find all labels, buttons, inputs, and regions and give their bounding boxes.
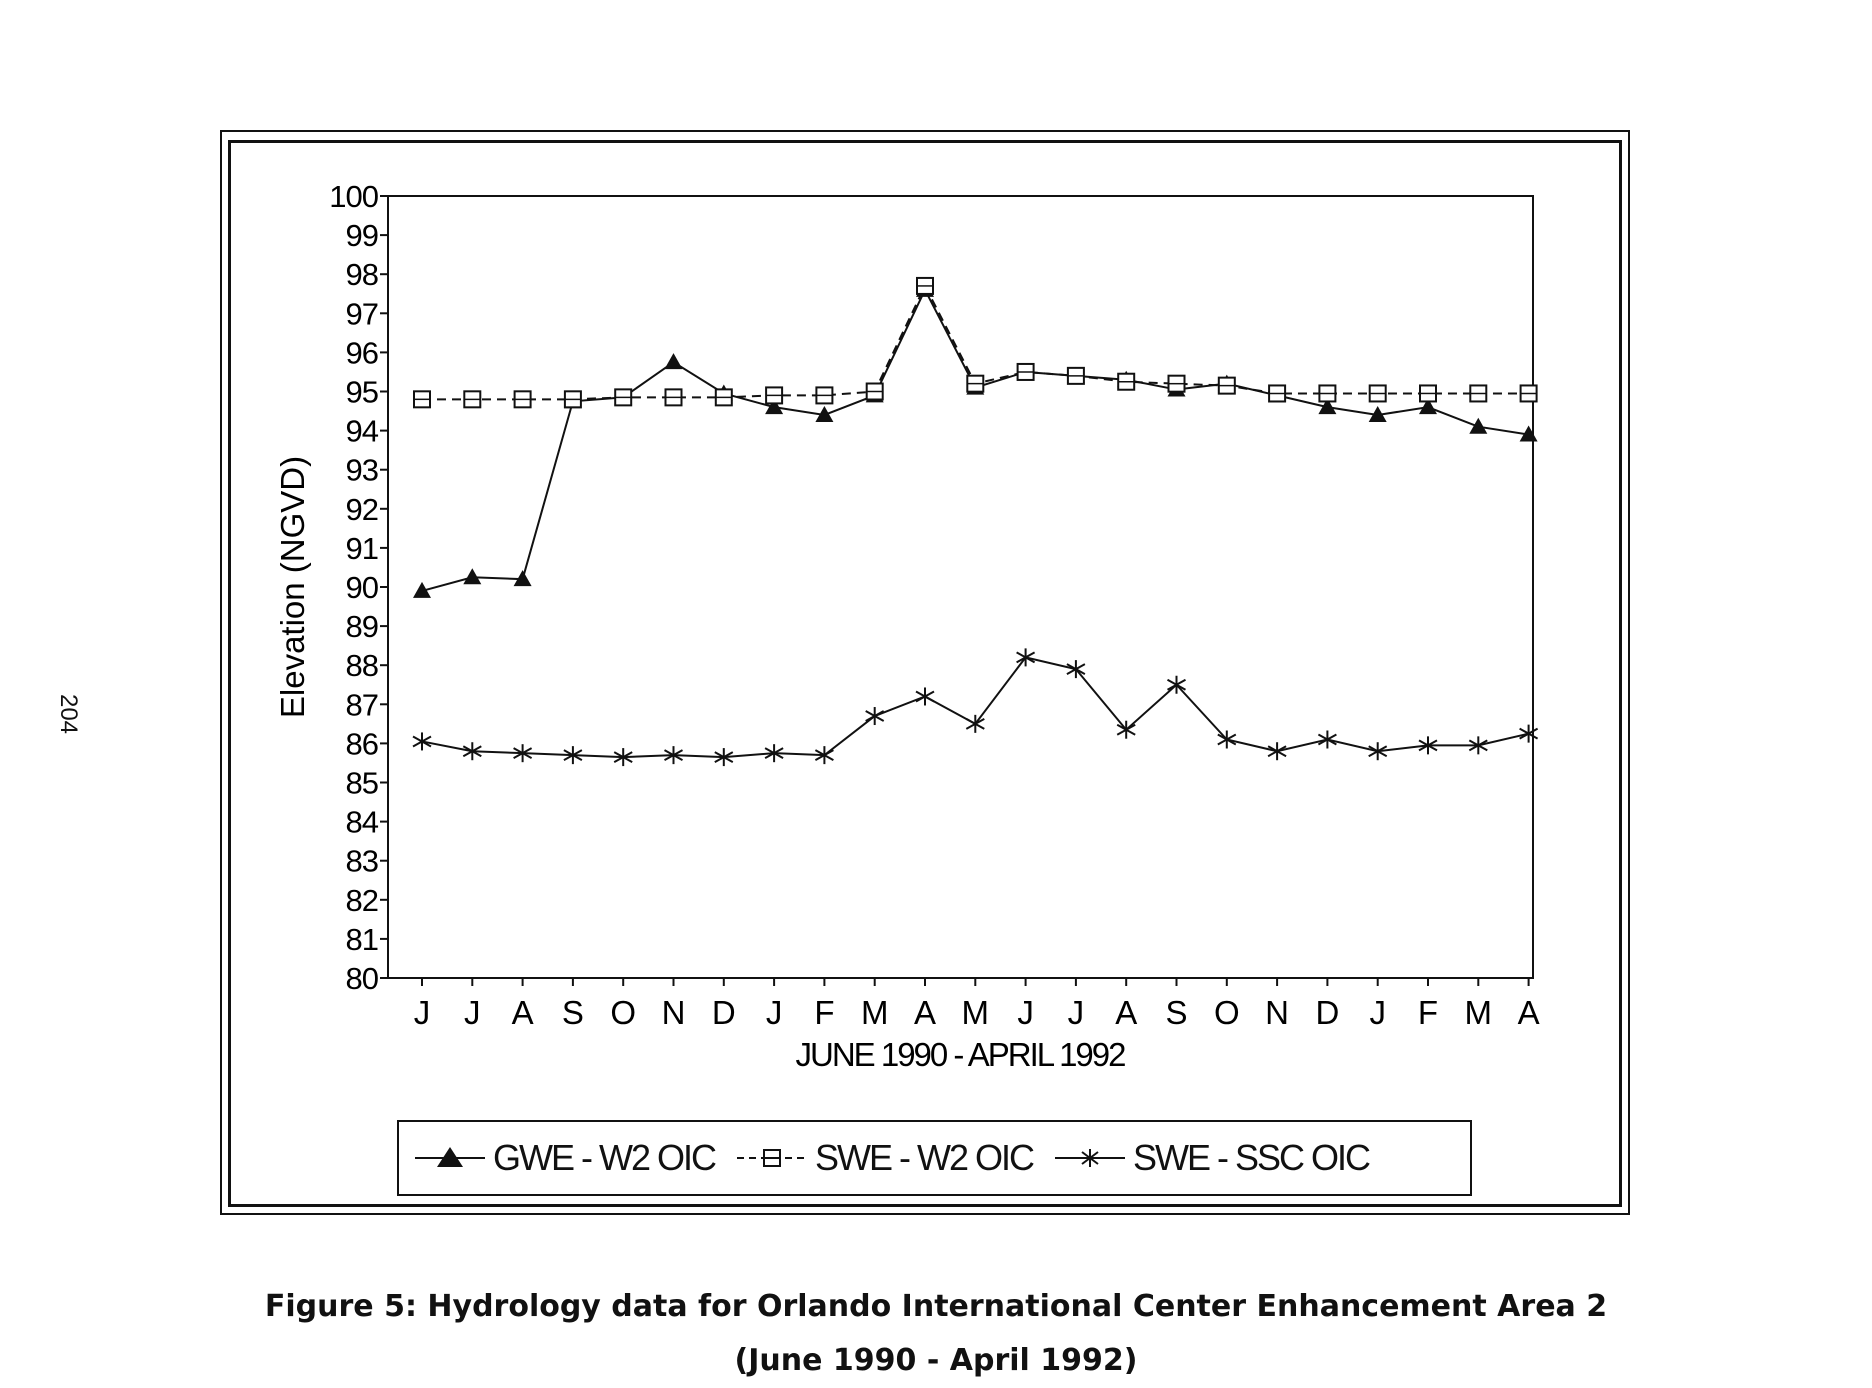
y-tick-label: 98	[345, 257, 378, 293]
y-tick-label: 100	[329, 179, 378, 214]
series-2	[414, 278, 1537, 407]
x-tick-label: J	[1017, 994, 1034, 1031]
page-number: 204	[55, 693, 83, 735]
x-tick-label: M	[860, 994, 889, 1031]
series-1	[413, 281, 1538, 598]
x-tick-label: M	[961, 994, 990, 1031]
asterisk-marker	[413, 732, 431, 750]
triangle-marker	[665, 353, 683, 369]
asterisk-marker	[916, 687, 934, 705]
x-axis-label: JUNE 1990 - APRIL 1992	[795, 1036, 1125, 1073]
triangle-marker	[1469, 418, 1487, 434]
y-tick-label: 83	[345, 843, 378, 879]
y-tick-label: 99	[345, 218, 378, 254]
y-tick-label: 81	[345, 921, 378, 957]
x-tick-label: J	[413, 994, 431, 1031]
x-tick-label: A	[1115, 994, 1138, 1031]
x-tick-label: J	[1369, 994, 1386, 1031]
x-tick-label: A	[511, 994, 534, 1031]
y-tick-label: 94	[345, 413, 378, 449]
x-tick-label: J	[765, 994, 783, 1031]
y-tick-label: 91	[345, 530, 378, 566]
x-tick-label: A	[913, 994, 937, 1031]
x-tick-label: N	[661, 994, 686, 1031]
asterisk-marker	[1268, 742, 1286, 760]
y-tick-label: 93	[345, 452, 378, 488]
triangle-marker	[463, 568, 481, 584]
y-tick-label: 89	[345, 609, 378, 645]
legend-key-triangle-icon	[413, 1143, 487, 1173]
series-3	[413, 648, 1538, 766]
series-line	[422, 657, 1529, 757]
asterisk-marker	[866, 707, 884, 725]
legend-item-gwe-w2	[413, 1137, 715, 1179]
x-tick-label: F	[814, 994, 835, 1031]
legend-label-swe-w2: SWE - W2 OIC	[815, 1137, 1033, 1178]
y-tick-label: 85	[345, 765, 378, 801]
plot-area	[388, 196, 1533, 978]
x-axis	[414, 978, 1540, 1031]
y-tick-label: 95	[345, 374, 378, 410]
x-tick-label: F	[1417, 994, 1439, 1031]
caption-line-1: Figure 5: Hydrology data for Orlando International Center Enhancement Area 2	[264, 1289, 1608, 1324]
x-tick-label: O	[1213, 994, 1240, 1031]
x-tick-label: N	[1265, 994, 1290, 1031]
series-line	[422, 290, 1529, 591]
x-tick-label: J	[464, 994, 481, 1031]
x-tick-label: O	[610, 994, 637, 1031]
legend-item-swe-ssc	[1053, 1137, 1369, 1179]
x-tick-label: A	[1517, 994, 1540, 1031]
figure-caption	[0, 1280, 1872, 1388]
y-tick-label: 82	[345, 882, 378, 918]
legend-label-swe-ssc: SWE - SSC OIC	[1133, 1137, 1370, 1178]
legend-item-swe-w2	[735, 1137, 1033, 1179]
y-axis-label: Elevation (NGVD)	[274, 455, 311, 719]
x-tick-label: S	[1165, 994, 1188, 1031]
x-tick-label: D	[1315, 994, 1340, 1031]
y-tick-label: 84	[345, 804, 378, 840]
asterisk-marker	[1520, 725, 1538, 743]
asterisk-marker	[1017, 648, 1035, 666]
y-tick-label: 97	[345, 296, 378, 332]
y-axis	[329, 179, 388, 996]
y-tick-label: 90	[345, 570, 378, 605]
x-tick-label: S	[561, 994, 584, 1031]
caption-line-2: (June 1990 - April 1992)	[734, 1343, 1138, 1378]
legend-label-gwe-w2: GWE - W2 OIC	[493, 1137, 715, 1178]
series-layer	[413, 278, 1538, 766]
y-tick-label: 88	[345, 648, 378, 684]
y-tick-label: 96	[345, 335, 378, 371]
chart-legend	[397, 1120, 1472, 1196]
y-tick-label: 87	[345, 687, 378, 723]
legend-key-square-icon	[735, 1143, 809, 1173]
x-tick-label: D	[711, 994, 736, 1031]
x-tick-label: J	[1067, 994, 1085, 1031]
y-tick-label: 86	[345, 726, 378, 762]
asterisk-marker	[1318, 730, 1336, 748]
legend-key-asterisk-icon	[1053, 1143, 1127, 1173]
y-tick-label: 92	[345, 491, 378, 527]
x-tick-label: M	[1464, 994, 1493, 1031]
y-tick-label: 80	[345, 961, 378, 996]
asterisk-marker	[966, 715, 984, 733]
